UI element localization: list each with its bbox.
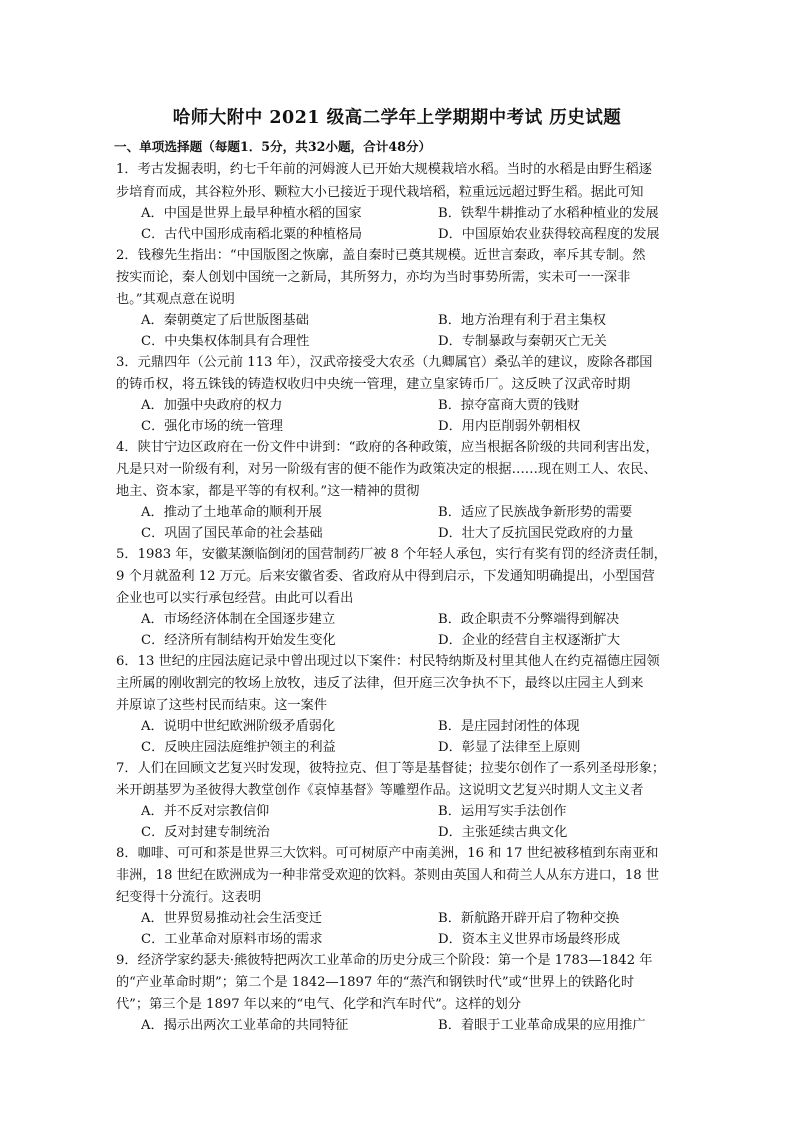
option-c: C．工业革命对原料市场的需求 — [141, 932, 323, 947]
question-stem-line: 米开朗基罗为圣彼得大教堂创作《哀悼基督》等雕塑作品。这说明文艺复兴时期人文主义者 — [116, 783, 644, 798]
question-stem-line: 5．1983 年，安徽某濒临倒闭的国营制药厂被 8 个年轻人承包，实行有奖有罚的经济责任制， — [116, 547, 667, 562]
section-heading: 一、单项选择题（每题1．5分，共32小题，合计48分） — [114, 139, 432, 154]
option-d: D．彰显了法律至上原则 — [438, 740, 581, 755]
option-d: D．企业的经营自主权逐渐扩大 — [438, 633, 621, 648]
option-a: A．市场经济体制在全国逐步建立 — [141, 612, 336, 627]
question-stem-line: 的铸币权，将五铢钱的铸造权收归中央统一管理，建立皇家铸币厂。这反映了汉武帝时期 — [116, 377, 631, 392]
option-d: D．中国原始农业获得较高程度的发展 — [438, 227, 660, 242]
question-stem-line: 9 个月就盈利 12 万元。后来安徽省委、省政府从中得到启示，下发通知明确提出，小型国营 — [116, 569, 655, 584]
option-b: B．着眼于工业革命成果的应用推广 — [438, 1018, 646, 1033]
option-c: C．反映庄园法庭维护领主的利益 — [141, 740, 336, 755]
option-b: B．适应了民族战争新形势的需要 — [438, 505, 633, 520]
question-stem-line: 步培育而成，其谷粒外形、颗粒大小已接近于现代栽培稻，粒重远远超过野生稻。据此可知 — [116, 185, 644, 200]
question-stem-line: 1．考古发掘表明，约七千年前的河姆渡人已开始大规模栽培水稻。当时的水稻是由野生稻逐 — [116, 162, 652, 177]
option-b: B．新航路开辟开启了物种交换 — [438, 911, 620, 926]
option-d: D．壮大了反抗国民党政府的力量 — [438, 526, 634, 541]
question-stem-line: 纪变得十分流行。这表明 — [116, 890, 262, 905]
option-a: A．世界贸易推动社会生活变迁 — [141, 911, 322, 926]
option-b: B．铁犁牛耕推动了水稻种植业的发展 — [438, 206, 659, 221]
option-a: A．加强中央政府的权力 — [141, 398, 283, 413]
option-a: A．揭示出两次工业革命的共同特征 — [141, 1018, 349, 1033]
option-c: C．巩固了国民革命的社会基础 — [141, 526, 323, 541]
option-a: A．秦朝奠定了后世版图基础 — [141, 313, 309, 328]
question-stem-line: 地主、资本家，都是平等的有权利。”这一精神的贯彻 — [116, 484, 420, 499]
option-d: D．资本主义世界市场最终形成 — [438, 932, 621, 947]
option-b: B．运用写实手法创作 — [438, 804, 567, 819]
question-stem-line: 也。”其观点意在说明 — [116, 292, 235, 307]
option-c: C．强化市场的统一管理 — [141, 419, 283, 434]
question-stem-line: 7．人们在回顾文艺复兴时发现，彼特拉克、但丁等是基督徒；拉斐尔创作了一系列圣母形象； — [116, 761, 666, 776]
question-stem-line: 非洲，18 世纪在欧洲成为一种非常受欢迎的饮料。茶则由英国人和荷兰人从东方进口，18 世 — [116, 868, 660, 883]
option-c: C．经济所有制结构开始发生变化 — [141, 633, 336, 648]
question-stem-line: 9．经济学家约瑟夫·熊彼特把两次工业革命的历史分成三个阶段：第一个是 1783—1842 年 — [116, 953, 653, 968]
exam-title: 哈师大附中 2021 级高二学年上学期期中考试 历史试题 — [172, 108, 622, 128]
option-c: C．中央集权体制具有合理性 — [141, 334, 310, 349]
question-stem-line: 3．元鼎四年（公元前 113 年），汉武帝接受大农丞（九卿属官）桑弘羊的建议，废除各郡国 — [116, 355, 653, 370]
question-stem-line: 主所属的刚收割完的牧场上放牧，违反了法律，但开庭三次争执不下，最终以庄园主人到来 — [116, 676, 644, 691]
option-d: D．专制暴政与秦朝灭亡无关 — [438, 334, 607, 349]
question-stem-line: 并原谅了这些村民而结束。这一案件 — [116, 698, 327, 713]
question-stem-line: 8．咖啡、可可和茶是世界三大饮料。可可树原产中南美洲，16 和 17 世纪被移植到东南亚和 — [116, 846, 659, 861]
option-d: D．用内臣削弱外朝相权 — [438, 419, 581, 434]
option-d: D．主张延续古典文化 — [438, 825, 568, 840]
question-stem-line: 的“产业革命时期”；第二个是 1842—1897 年的“蒸汽和钢铁时代”或“世界上的铁路化时 — [116, 975, 635, 990]
option-b: B．地方治理有利于君主集权 — [438, 313, 606, 328]
question-stem-line: 代”；第三个是 1897 年以来的“电气、化学和汽车时代”。这样的划分 — [116, 997, 522, 1012]
option-c: C．古代中国形成南稻北粟的种植格局 — [141, 227, 363, 242]
option-a: A．推动了土地革命的顺利开展 — [141, 505, 322, 520]
option-c: C．反对封建专制统治 — [141, 825, 270, 840]
question-stem-line: 按实而论，秦人创划中国统一之新局，其所努力，亦均为当时事势所需，实未可一一深非 — [116, 270, 631, 285]
option-b: B．政企职责不分弊端得到解决 — [438, 612, 620, 627]
option-a: A．说明中世纪欧洲阶级矛盾弱化 — [141, 719, 336, 734]
option-a: A．中国是世界上最早种植水稻的国家 — [141, 206, 362, 221]
question-stem-line: 凡是只对一阶级有利，对另一阶级有害的便不能作为政策决定的根据……现在则工人、农民、 — [116, 462, 657, 477]
option-b: B．是庄园封闭性的体现 — [438, 719, 580, 734]
option-b: B．掠夺富商大贾的钱财 — [438, 398, 580, 413]
question-stem-line: 企业也可以实行承包经营。由此可以看出 — [116, 591, 354, 606]
question-stem-line: 4．陕甘宁边区政府在一份文件中讲到：“政府的各种政策，应当根据各阶级的共同利害出发， — [116, 440, 659, 455]
question-stem-line: 2．钱穆先生指出：“中国版图之恢廓，盖自秦时已奠其规模。近世言秦政，率斥其专制。然 — [116, 248, 646, 263]
question-stem-line: 6．13 世纪的庄园法庭记录中曾出现过以下案件：村民特纳斯及村里其他人在约克福德庄园领 — [116, 654, 660, 669]
option-a: A．并不反对宗教信仰 — [141, 804, 270, 819]
